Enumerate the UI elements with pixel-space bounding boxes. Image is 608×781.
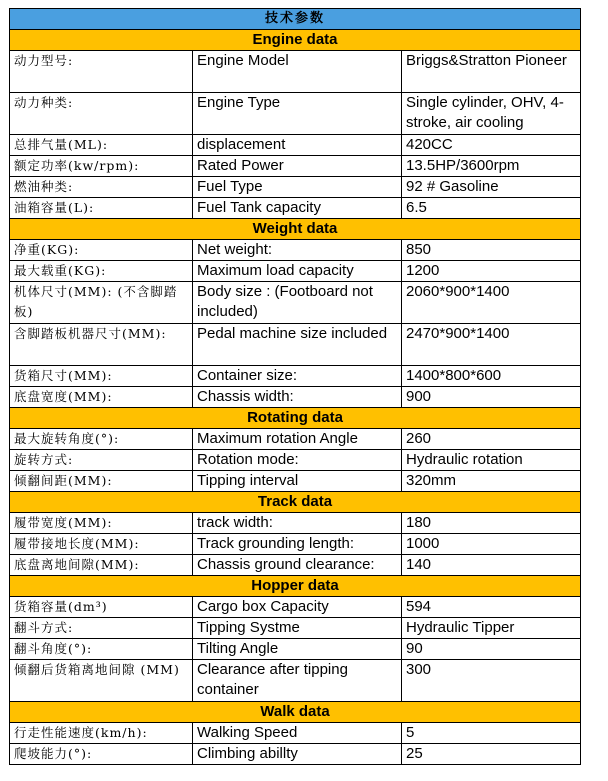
table-row (10, 471, 581, 492)
table-row (10, 240, 581, 261)
param-en: Container size: (193, 366, 402, 387)
param-en: Rotation mode: (193, 450, 402, 471)
table-row (10, 366, 581, 387)
param-cn: 最大载重(KG): (10, 261, 193, 282)
param-value: 180 (402, 513, 581, 534)
section-header-weight: Weight data (10, 219, 581, 240)
param-cn: 翻斗角度(°): (10, 639, 193, 660)
param-value: 2060*900*1400 (402, 282, 581, 324)
section-header-hopper: Hopper data (10, 576, 581, 597)
table-row (10, 93, 581, 135)
section-header-row (10, 408, 581, 429)
param-en: Climbing abillty (193, 744, 402, 765)
table-row (10, 324, 581, 366)
param-en: Tilting Angle (193, 639, 402, 660)
table-row (10, 639, 581, 660)
table-row (10, 198, 581, 219)
param-cn: 爬坡能力(°): (10, 744, 193, 765)
table-row (10, 429, 581, 450)
param-value: Hydraulic Tipper (402, 618, 581, 639)
param-cn: 翻斗方式: (10, 618, 193, 639)
param-en: Body size : (Footboard not included) (193, 282, 402, 324)
table-title: 技术参数 (10, 9, 581, 30)
param-en: Chassis width: (193, 387, 402, 408)
param-cn: 货箱尺寸(MM): (10, 366, 193, 387)
section-header-walk: Walk data (10, 702, 581, 723)
param-en: Pedal machine size included (193, 324, 402, 366)
param-value: 140 (402, 555, 581, 576)
section-header-engine: Engine data (10, 30, 581, 51)
table-row (10, 597, 581, 618)
param-cn: 倾翻后货箱离地间隙 (MM) (10, 660, 193, 702)
table-row (10, 282, 581, 324)
param-en: Fuel Type (193, 177, 402, 198)
section-header-row (10, 492, 581, 513)
param-en: Rated Power (193, 156, 402, 177)
param-cn: 燃油种类: (10, 177, 193, 198)
param-cn: 动力种类: (10, 93, 193, 135)
table-row (10, 450, 581, 471)
table-row (10, 660, 581, 702)
param-value: 320mm (402, 471, 581, 492)
param-en: Walking Speed (193, 723, 402, 744)
param-cn: 额定功率(kw/rpm): (10, 156, 193, 177)
section-header-track: Track data (10, 492, 581, 513)
param-en: Engine Type (193, 93, 402, 135)
param-value: 420CC (402, 135, 581, 156)
param-cn: 货箱容量(dm³) (10, 597, 193, 618)
param-value: 2470*900*1400 (402, 324, 581, 366)
param-value: 1400*800*600 (402, 366, 581, 387)
param-value: 900 (402, 387, 581, 408)
param-en: Track grounding length: (193, 534, 402, 555)
param-value: Briggs&Stratton Pioneer (402, 51, 581, 93)
param-cn: 履带宽度(MM): (10, 513, 193, 534)
param-cn: 油箱容量(L): (10, 198, 193, 219)
param-cn: 旋转方式: (10, 450, 193, 471)
param-value: 6.5 (402, 198, 581, 219)
param-value: 13.5HP/3600rpm (402, 156, 581, 177)
table-row (10, 261, 581, 282)
table-row (10, 135, 581, 156)
param-cn: 净重(KG): (10, 240, 193, 261)
section-header-row (10, 702, 581, 723)
param-cn: 底盘离地间隙(MM): (10, 555, 193, 576)
param-value: 1000 (402, 534, 581, 555)
table-row (10, 177, 581, 198)
table-row (10, 618, 581, 639)
param-en: Cargo box Capacity (193, 597, 402, 618)
param-cn: 履带接地长度(MM): (10, 534, 193, 555)
param-cn: 行走性能速度(km/h): (10, 723, 193, 744)
spec-table-container (9, 8, 581, 765)
param-value: 1200 (402, 261, 581, 282)
param-en: track width: (193, 513, 402, 534)
param-en: Tipping Systme (193, 618, 402, 639)
param-cn: 动力型号: (10, 51, 193, 93)
param-en: Engine Model (193, 51, 402, 93)
param-value: 260 (402, 429, 581, 450)
param-value: 92 # Gasoline (402, 177, 581, 198)
table-row (10, 534, 581, 555)
param-value: Single cylinder, OHV, 4-stroke, air cooling (402, 93, 581, 135)
param-value: Hydraulic rotation (402, 450, 581, 471)
param-cn: 底盘宽度(MM): (10, 387, 193, 408)
param-en: Maximum rotation Angle (193, 429, 402, 450)
param-cn: 含脚踏板机器尺寸(MM): (10, 324, 193, 366)
param-cn: 机体尺寸(MM): (不含脚踏板) (10, 282, 193, 324)
table-row (10, 723, 581, 744)
section-header-row (10, 576, 581, 597)
title-row (10, 9, 581, 30)
param-value: 25 (402, 744, 581, 765)
param-en: Chassis ground clearance: (193, 555, 402, 576)
section-header-row (10, 219, 581, 240)
spec-table (9, 8, 581, 765)
param-cn: 最大旋转角度(°): (10, 429, 193, 450)
param-en: displacement (193, 135, 402, 156)
param-en: Net weight: (193, 240, 402, 261)
param-cn: 总排气量(ML): (10, 135, 193, 156)
param-cn: 倾翻间距(MM): (10, 471, 193, 492)
table-row (10, 51, 581, 93)
table-row (10, 513, 581, 534)
param-value: 300 (402, 660, 581, 702)
param-en: Fuel Tank capacity (193, 198, 402, 219)
param-en: Clearance after tipping container (193, 660, 402, 702)
section-header-rotating: Rotating data (10, 408, 581, 429)
table-row (10, 387, 581, 408)
table-row (10, 555, 581, 576)
param-value: 850 (402, 240, 581, 261)
param-value: 594 (402, 597, 581, 618)
table-row (10, 744, 581, 765)
param-en: Tipping interval (193, 471, 402, 492)
table-row (10, 156, 581, 177)
param-en: Maximum load capacity (193, 261, 402, 282)
section-header-row (10, 30, 581, 51)
param-value: 90 (402, 639, 581, 660)
param-value: 5 (402, 723, 581, 744)
